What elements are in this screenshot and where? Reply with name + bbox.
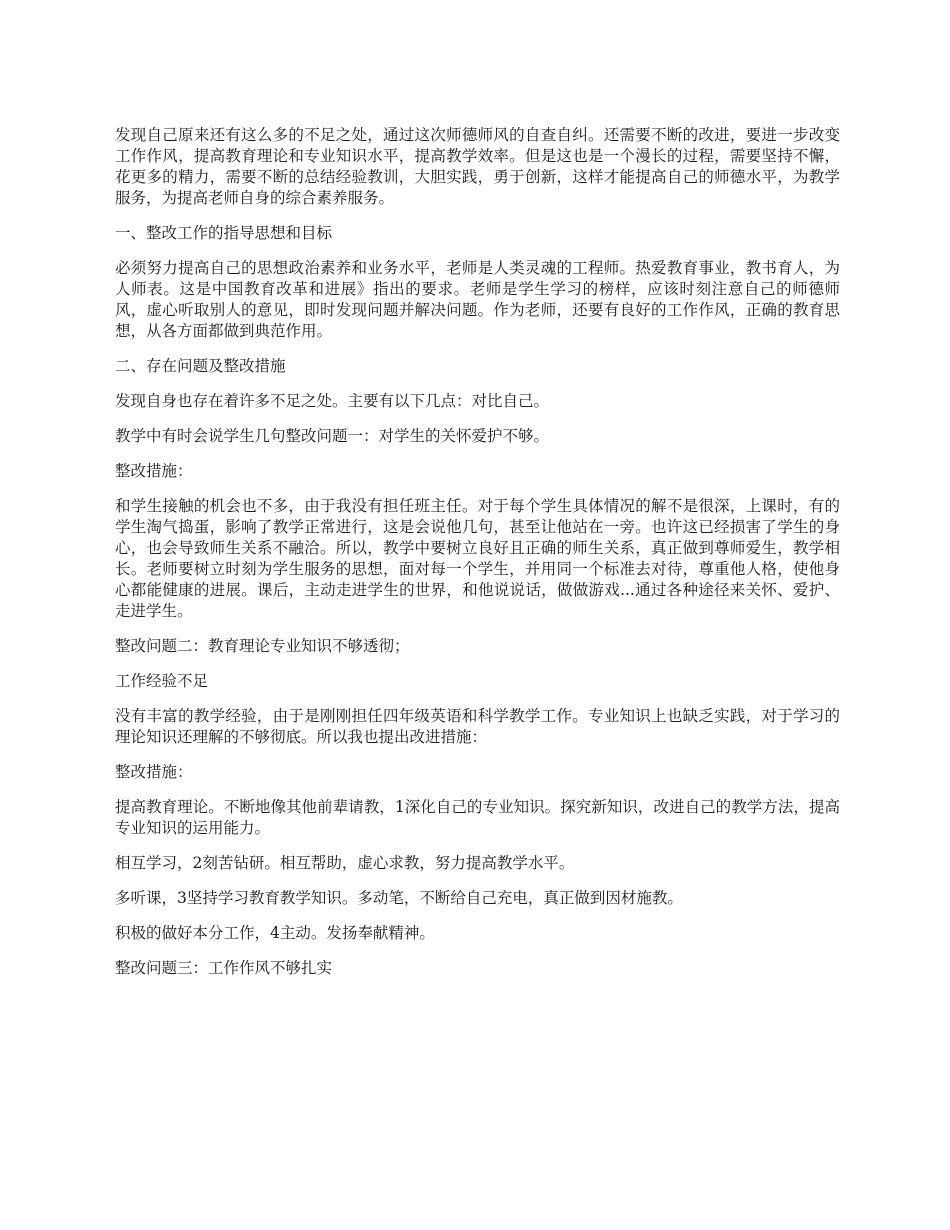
paragraph-shortcomings: 发现自身也存在着许多不足之处。主要有以下几点：对比自己。 [115,392,550,410]
paragraph-intro: 发现自己原来还有这么多的不足之处，通过这次师德师风的自查自纠。还需要不断的改进，要进一步改变工作作风，提高教育理论和专业知识水平，提高教学效率。但是这也是一个漫长的过程，需要坚持不懈，花更多的精力，需要不断的总结经验教训，大胆实践，勇于创新，这样才能提高自己的师德水平，为教学服务，为提高老师自身的综合素养服务。 [115,126,840,207]
problem-two-heading: 整改问题二：教育理论专业知识不够透彻； [115,637,410,655]
section-heading-2: 二、存在问题及整改措施 [115,357,286,375]
measure-item-1: 提高教育理论。不断地像其他前辈请教，1深化自己的专业知识。探究新知识，改进自己的教学方法，提高专业知识的运用能力。 [115,798,840,837]
measures-label-2: 整改措施： [115,763,193,781]
paragraph-student-care: 和学生接触的机会也不多，由于我没有担任班主任。对于每个学生具体情况的解不是很深，上课时，有的学生淘气捣蛋，影响了教学正常进行，这是会说他几句，甚至让他站在一旁。也许这已经损害了学生的身心，也会导致师生关系不融洽。所以，教学中要树立良好且正确的师生关系，真正做到尊师爱生，教学相长。老师要树立时刻为学生服务的思想，面对每一个学生，并用同一个标准去对待，尊重他人格，使他身心都能健康的进展。课后，主动走进学生的世界，和他说说话，做做游戏...通过各种途径来关怀、爱护、走进学生。 [115,497,840,620]
section-heading-1: 一、整改工作的指导思想和目标 [115,224,333,242]
measure-item-4: 积极的做好本分工作，4主动。发扬奉献精神。 [115,924,435,942]
experience-heading: 工作经验不足 [115,672,209,690]
measure-item-3: 多听课，3坚持学习教育教学知识。多动笔，不断给自己充电，真正做到因材施教。 [115,889,683,907]
document-body [115,125,840,993]
paragraph-experience: 没有丰富的教学经验，由于是刚刚担任四年级英语和科学教学工作。专业知识上也缺乏实践，对于学习的理论知识还理解的不够彻底。所以我也提出改进措施： [115,707,840,746]
measures-label-1: 整改措施： [115,462,193,480]
problem-three-heading: 整改问题三：工作作风不够扎实 [115,959,333,977]
measure-item-2: 相互学习，2刻苦钻研。相互帮助，虚心求教，努力提高教学水平。 [115,854,575,872]
problem-one-heading: 教学中有时会说学生几句整改问题一：对学生的关怀爱护不够。 [115,427,550,445]
paragraph-guiding-thought: 必须努力提高自己的思想政治素养和业务水平，老师是人类灵魂的工程师。热爱教育事业，教书育人，为人师表。这是中国教育改革和进展》指出的要求。老师是学生学习的榜样，应该时刻注意自己的师德师风，虚心听取别人的意见，即时发现问题并解决问题。作为老师，还要有良好的工作作风，正确的教育思想，从各方面都做到典范作用。 [115,259,840,340]
